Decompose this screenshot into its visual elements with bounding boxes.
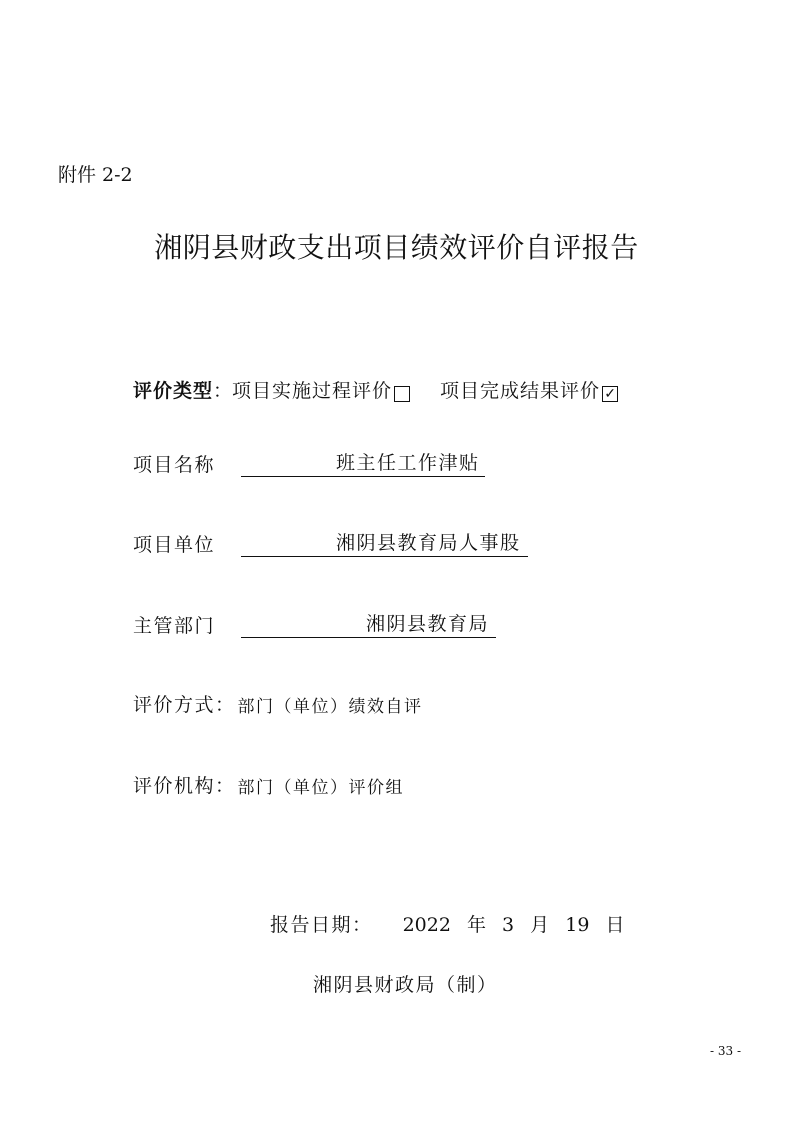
report-day: 19 [565, 914, 590, 936]
evaluation-method-value: 部门（单位）绩效自评 [237, 697, 423, 717]
project-name-value: 班主任工作津贴 [241, 448, 485, 477]
process-evaluation-option: 项目实施过程评价 [232, 380, 393, 402]
report-year: 2022 [402, 914, 451, 936]
evaluation-agency-row [133, 771, 404, 798]
project-name-label: 项目名称 [133, 454, 216, 476]
report-day-unit: 日 [605, 914, 625, 936]
evaluation-type-colon: ： [213, 380, 233, 402]
report-month: 3 [502, 914, 515, 936]
project-name-row [133, 448, 485, 477]
result-evaluation-checkbox[interactable]: ✓ [602, 386, 618, 402]
project-unit-row [133, 528, 528, 557]
evaluation-method-label: 评价方式： [133, 694, 236, 716]
evaluation-type-row [133, 376, 618, 403]
issuer: 湘阴县财政局（制） [313, 974, 498, 996]
result-evaluation-option: 项目完成结果评价 [440, 380, 601, 402]
evaluation-method-row [133, 690, 423, 717]
attachment-label: 附件 2-2 [58, 164, 133, 186]
project-unit-value: 湘阴县教育局人事股 [241, 528, 528, 557]
supervisor-dept-row [133, 609, 496, 638]
process-evaluation-checkbox[interactable] [394, 386, 410, 402]
evaluation-agency-value: 部门（单位）评价组 [237, 778, 405, 798]
supervisor-dept-value: 湘阴县教育局 [241, 609, 496, 638]
supervisor-dept-label: 主管部门 [133, 615, 216, 637]
report-date-label: 报告日期： [270, 914, 373, 936]
page-number: - 33 - [710, 1044, 742, 1058]
evaluation-type-label: 评价类型 [133, 380, 214, 402]
document-title: 湘阴县财政支出项目绩效评价自评报告 [154, 231, 639, 264]
report-month-unit: 月 [530, 914, 550, 936]
evaluation-agency-label: 评价机构： [133, 775, 236, 797]
report-date-row [270, 910, 624, 937]
report-year-unit: 年 [466, 914, 486, 936]
project-unit-label: 项目单位 [133, 534, 216, 556]
